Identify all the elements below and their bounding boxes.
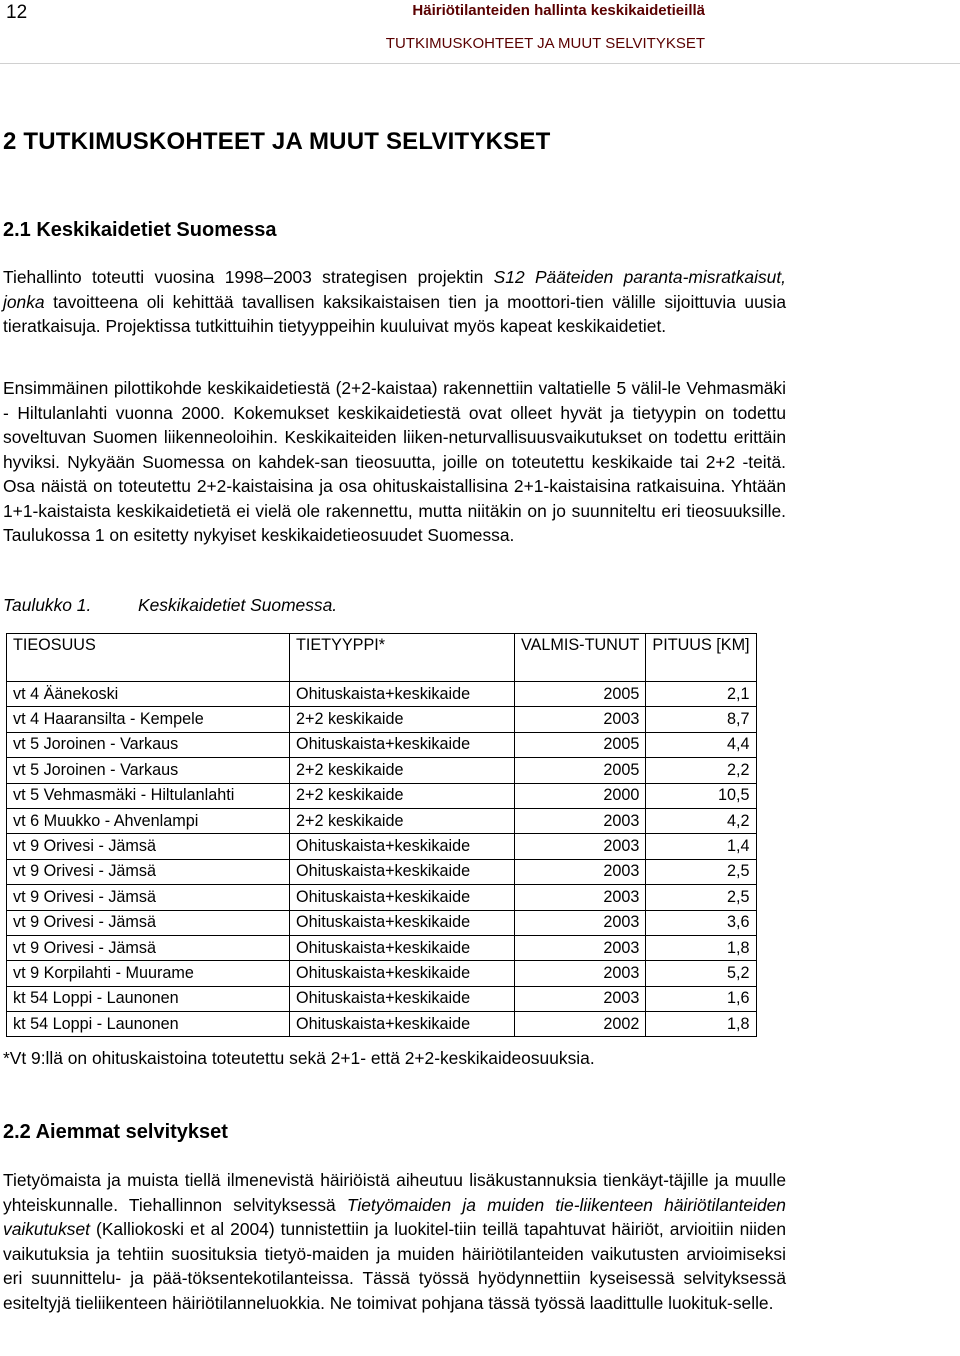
cell-completed: 2003 xyxy=(515,885,646,910)
cell-road-type: Ohituskaista+keskikaide xyxy=(290,885,515,910)
table-caption xyxy=(3,595,337,616)
paragraph-intro-a: Tiehallinto toteutti vuosina 1998–2003 strategisen projektin xyxy=(3,267,494,287)
cell-completed: 2003 xyxy=(515,961,646,986)
cell-section: vt 4 Haaransilta - Kempele xyxy=(7,707,290,732)
table-row xyxy=(7,961,757,986)
cell-length: 3,6 xyxy=(646,910,756,935)
cell-road-type: Ohituskaista+keskikaide xyxy=(290,961,515,986)
cell-section: vt 5 Joroinen - Varkaus xyxy=(7,732,290,757)
cell-length: 1,6 xyxy=(646,986,756,1011)
table-row xyxy=(7,885,757,910)
cell-road-type: Ohituskaista+keskikaide xyxy=(290,910,515,935)
cell-completed: 2003 xyxy=(515,935,646,960)
cell-section: vt 5 Joroinen - Varkaus xyxy=(7,758,290,783)
cell-length: 4,2 xyxy=(646,808,756,833)
table-header-length: PITUUS [KM] xyxy=(646,634,756,682)
table-header-road-type: TIETYYPPI* xyxy=(290,634,515,682)
cell-length: 1,8 xyxy=(646,1012,756,1037)
table-row xyxy=(7,808,757,833)
cell-section: kt 54 Loppi - Launonen xyxy=(7,986,290,1011)
cell-road-type: Ohituskaista+keskikaide xyxy=(290,935,515,960)
cell-section: vt 9 Orivesi - Jämsä xyxy=(7,885,290,910)
cell-length: 5,2 xyxy=(646,961,756,986)
cell-completed: 2003 xyxy=(515,834,646,859)
table-row xyxy=(7,707,757,732)
section-heading-2-1: 2.1 Keskikaidetiet Suomessa xyxy=(3,219,277,241)
cell-length: 2,1 xyxy=(646,682,756,707)
report-title: Tietyömaiden ja muiden tie-liikenteen häiriötilanteiden vaikutukset xyxy=(3,1194,786,1239)
table-header-row xyxy=(7,634,757,682)
cell-length: 2,5 xyxy=(646,885,756,910)
cell-completed: 2000 xyxy=(515,783,646,808)
cell-road-type: Ohituskaista+keskikaide xyxy=(290,1012,515,1037)
paragraph-intro-c: tavoitteena oli kehittää tavallisen kaksikaistaisen tien ja moottori-tien välille sijoittuvia uusia tieratkaisuja. Projektissa tutkittuihin tietyyppeihin kuuluivat myös kapeat keskikaidetiet. xyxy=(3,291,786,336)
cell-road-type: Ohituskaista+keskikaide xyxy=(290,732,515,757)
paragraph-studies-c: (Kalliokoski et al 2004) tunnistettiin ja luokitel-tiin teillä tapahtuvat häiriöt, arvioitiin niiden vaikutuksia ja tehtiin suosituksia tietyö-maiden ja muiden häiriötilanteiden vaikutusten arvioimiseksi eri suunnittelu- ja pää-töksentekotilanteissa. Tässä työssä hyödynnettiin kyseisessä selvityksessä esiteltyjä tieliikenteen häiriötilanneluokkia. Ne toimivat pohjana tässä työssä laadittulle luokituk-selle. xyxy=(3,1219,786,1313)
cell-section: vt 4 Äänekoski xyxy=(7,682,290,707)
cell-section: vt 9 Orivesi - Jämsä xyxy=(7,859,290,884)
cell-section: vt 9 Orivesi - Jämsä xyxy=(7,834,290,859)
cell-completed: 2003 xyxy=(515,910,646,935)
cell-section: vt 5 Vehmasmäki - Hiltulanlahti xyxy=(7,783,290,808)
paragraph-studies-a: Tietyömaista ja muista tiellä ilmenevistä häiriöistä aiheutuu lisäkustannuksia tienkäyt-täjille ja muulle yhteiskunnalle. Tiehallinnon selvityksessä xyxy=(3,1170,786,1215)
cell-completed: 2003 xyxy=(515,986,646,1011)
paragraph-intro xyxy=(3,265,786,339)
table-row xyxy=(7,986,757,1011)
cell-length: 2,2 xyxy=(646,758,756,783)
cell-completed: 2005 xyxy=(515,758,646,783)
table-row xyxy=(7,682,757,707)
cell-road-type: 2+2 keskikaide xyxy=(290,758,515,783)
table-row xyxy=(7,732,757,757)
cell-road-type: Ohituskaista+keskikaide xyxy=(290,834,515,859)
cell-completed: 2003 xyxy=(515,707,646,732)
cell-road-type: 2+2 keskikaide xyxy=(290,808,515,833)
cell-section: vt 9 Orivesi - Jämsä xyxy=(7,910,290,935)
paragraph-previous-studies xyxy=(3,1168,786,1315)
cell-completed: 2003 xyxy=(515,859,646,884)
table-header-section: TIEOSUUS xyxy=(7,634,290,682)
median-barrier-roads-table xyxy=(6,633,757,1037)
table-row xyxy=(7,783,757,808)
table-row xyxy=(7,834,757,859)
cell-section: vt 6 Muukko - Ahvenlampi xyxy=(7,808,290,833)
cell-length: 4,4 xyxy=(646,732,756,757)
page-number: 12 xyxy=(6,2,28,23)
cell-length: 1,4 xyxy=(646,834,756,859)
cell-section: vt 9 Orivesi - Jämsä xyxy=(7,935,290,960)
cell-road-type: Ohituskaista+keskikaide xyxy=(290,986,515,1011)
cell-length: 10,5 xyxy=(646,783,756,808)
running-header-title: Häiriötilanteiden hallinta keskikaidetieillä xyxy=(412,2,705,19)
cell-road-type: Ohituskaista+keskikaide xyxy=(290,859,515,884)
cell-road-type: 2+2 keskikaide xyxy=(290,783,515,808)
cell-road-type: 2+2 keskikaide xyxy=(290,707,515,732)
section-heading-2-2: 2.2 Aiemmat selvitykset xyxy=(3,1121,228,1143)
cell-length: 8,7 xyxy=(646,707,756,732)
paragraph-pilot: Ensimmäinen pilottikohde keskikaidetiestä (2+2-kaistaa) rakennettiin valtatielle 5 välil-le Vehmasmäki - Hiltulanlahti vuonna 2000. Kokemukset keskikaidetiestä ovat olleet hyvät ja tietyypin on todettu soveltuvan Suomen liikenneoloihin. Keskikaiteiden liiken-neturvallisuusvaikutukset on todettu erittäin hyviksi. Nykyään Suomessa on kahdek-san tieosuutta, joille on toteutettu keskikaide tai 2+2 -teitä. Osa näistä on toteutettu 2+2-kaistaisina ja osa ohituskaistallisina 2+1-kaistaisina ratkaisuina. Yhtään 1+1-kaistaista keskikaidetietä ei vielä ole rakennettu, mutta niitäkin on jo suunniteltu eri tieosuuksille. Taulukossa 1 on esitetty nykyiset keskikaidetieosuudet Suomessa. xyxy=(3,378,786,545)
cell-section: vt 9 Korpilahti - Muurame xyxy=(7,961,290,986)
cell-length: 2,5 xyxy=(646,859,756,884)
chapter-heading: 2 TUTKIMUSKOHTEET JA MUUT SELVITYKSET xyxy=(3,128,551,155)
table-caption-text: Keskikaidetiet Suomessa. xyxy=(138,595,338,615)
cell-length: 1,8 xyxy=(646,935,756,960)
cell-completed: 2005 xyxy=(515,682,646,707)
table-row xyxy=(7,758,757,783)
cell-completed: 2005 xyxy=(515,732,646,757)
table-header-completed: VALMIS-TUNUT xyxy=(515,634,646,682)
cell-completed: 2003 xyxy=(515,808,646,833)
table-row xyxy=(7,935,757,960)
running-header-chapter: TUTKIMUSKOHTEET JA MUUT SELVITYKSET xyxy=(385,35,705,52)
table-row xyxy=(7,859,757,884)
cell-road-type: Ohituskaista+keskikaide xyxy=(290,682,515,707)
table-row xyxy=(7,910,757,935)
table-footnote: *Vt 9:llä on ohituskaistoina toteutettu sekä 2+1- että 2+2-keskikaideosuuksia. xyxy=(3,1048,595,1068)
header-rule xyxy=(0,63,960,64)
cell-completed: 2002 xyxy=(515,1012,646,1037)
project-name: S12 Pääteiden paranta-misratkaisut, jonka xyxy=(3,267,786,312)
table-caption-number: Taulukko 1. xyxy=(3,595,92,615)
cell-section: kt 54 Loppi - Launonen xyxy=(7,1012,290,1037)
table-row xyxy=(7,1012,757,1037)
